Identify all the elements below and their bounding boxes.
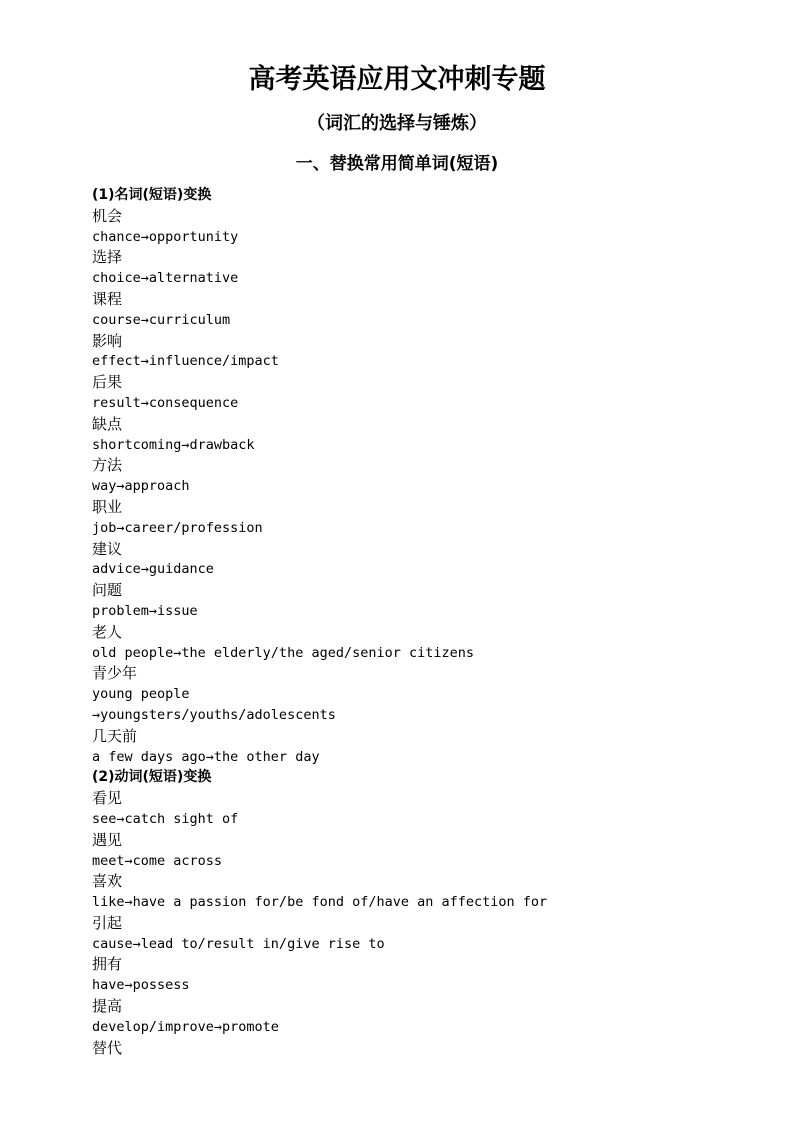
chinese-term: 职业 — [92, 497, 123, 516]
page-title: 高考英语应用文冲刺专题 — [248, 64, 546, 95]
chinese-term: 影响 — [92, 331, 123, 350]
subsection-heading: (1)名词(短语)变换 — [92, 187, 212, 203]
chinese-term: 缺点 — [92, 414, 123, 433]
english-replacement: have→possess — [92, 977, 190, 994]
english-replacement: meet→come across — [92, 852, 223, 869]
english-replacement: job→career/profession — [92, 519, 263, 536]
english-replacement: result→consequence — [92, 394, 239, 411]
english-replacement: cause→lead to/result in/give rise to — [92, 935, 385, 952]
english-replacement: like→have a passion for/be fond of/have an affection for — [92, 894, 548, 911]
chinese-term: 替代 — [92, 1038, 123, 1057]
chinese-term: 老人 — [92, 622, 123, 641]
english-replacement: develop/improve→promote — [92, 1018, 279, 1035]
chinese-term: 提高 — [92, 997, 123, 1016]
chinese-term: 建议 — [92, 539, 123, 558]
english-replacement: advice→guidance — [92, 561, 214, 578]
english-replacement: old people→the elderly/the aged/senior citizens — [92, 644, 475, 661]
chinese-term: 选择 — [92, 248, 123, 267]
english-replacement: a few days ago→the other day — [92, 748, 320, 765]
chinese-term: 课程 — [92, 289, 123, 308]
chinese-term: 遇见 — [92, 830, 123, 849]
subsection-heading: (2)动词(短语)变换 — [92, 769, 212, 786]
english-replacement: effect→influence/impact — [92, 353, 279, 370]
chinese-term: 问题 — [92, 581, 123, 600]
chinese-term: 方法 — [92, 456, 123, 475]
english-replacement: choice→alternative — [92, 270, 239, 287]
chinese-term: 青少年 — [92, 664, 138, 683]
chinese-term: 几天前 — [92, 726, 138, 745]
english-replacement: chance→opportunity — [92, 228, 239, 245]
chinese-term: 引起 — [92, 913, 123, 932]
section-heading: 一、替换常用简单词(短语) — [295, 154, 499, 174]
english-replacement: →youngsters/youths/adolescents — [92, 706, 336, 723]
english-replacement: problem→issue — [92, 602, 198, 619]
english-replacement: shortcoming→drawback — [92, 436, 255, 453]
chinese-term: 看见 — [92, 789, 123, 808]
english-replacement: way→approach — [92, 478, 190, 495]
english-replacement: see→catch sight of — [92, 810, 239, 827]
page-subtitle: （词汇的选择与锤炼） — [307, 113, 487, 134]
chinese-term: 拥有 — [92, 955, 123, 974]
vocabulary-list — [92, 185, 772, 1058]
chinese-term: 喜欢 — [92, 872, 123, 891]
chinese-term: 后果 — [92, 373, 123, 392]
english-replacement: young people — [92, 686, 190, 703]
english-replacement: course→curriculum — [92, 311, 231, 328]
chinese-term: 机会 — [92, 206, 123, 225]
